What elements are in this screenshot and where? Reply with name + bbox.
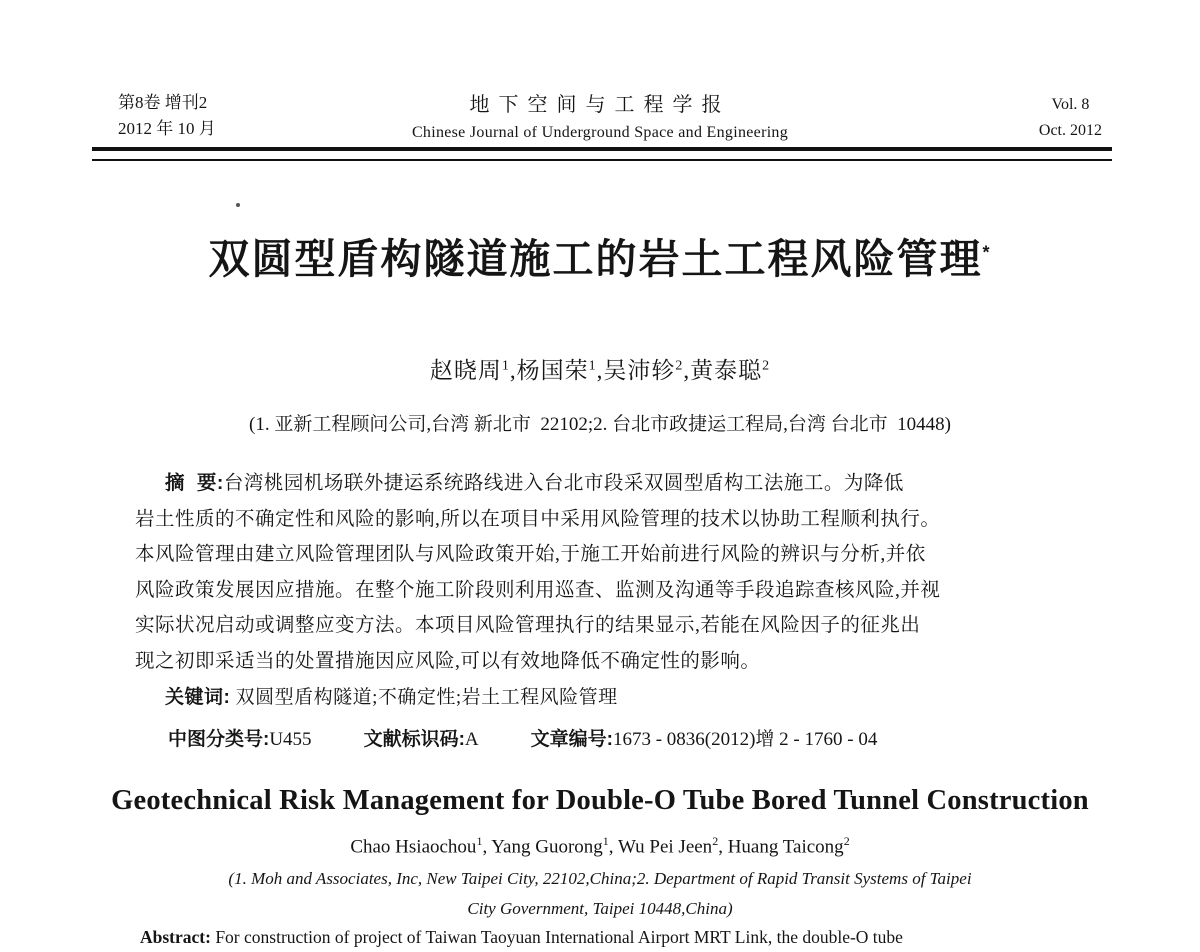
author-zh-affiliation-sup: 1: [588, 358, 597, 374]
author-zh: 赵晓周: [429, 358, 502, 383]
author-en: Huang Taicong: [727, 836, 844, 858]
author-separator: ,: [482, 836, 492, 858]
article-id-label: 文章编号:: [530, 729, 613, 750]
clc-group: [168, 724, 312, 751]
title-footnote-mark: *: [982, 242, 992, 263]
affiliation-en-line2: City Government, Taipei 10448,China): [467, 899, 733, 918]
abstract-en: [140, 927, 1088, 948]
keywords-text: 双圆型盾构隧道;不确定性;岩土工程风险管理: [230, 687, 618, 708]
author-en: Wu Pei Jeen: [617, 836, 713, 858]
doc-code-value: A: [464, 729, 479, 750]
header-journal-title: [0, 88, 1200, 142]
author-zh: 吴沛轸: [603, 358, 676, 383]
authors-zh: [0, 352, 1200, 385]
author-en: Yang Guorong: [491, 836, 603, 858]
author-en-affiliation-sup: 1: [476, 834, 483, 848]
article-id-value: 1673 - 0836(2012)增 2 - 1760 - 04: [612, 729, 878, 750]
author-zh-affiliation-sup: 2: [675, 358, 684, 374]
article-title-en: Geotechnical Risk Management for Double-O Tube Bored Tunnel Construction: [111, 785, 1089, 816]
journal-title-zh: 地下空间与工程学报: [469, 94, 731, 116]
author-separator: ,: [608, 836, 618, 858]
classification-row: [168, 724, 877, 751]
volume-label-en: Vol. 8: [1051, 96, 1090, 113]
keywords-zh: [165, 682, 618, 709]
clc-label: 中图分类号:: [168, 729, 270, 750]
author-en: Chao Hsiaochou: [350, 836, 477, 858]
author-zh-affiliation-sup: 2: [762, 358, 771, 374]
abstract-zh-line: 岩土性质的不确定性和风险的影响,所以在项目中采用风险管理的技术以协助工程顺利执行。: [135, 508, 941, 530]
author-en-affiliation-sup: 2: [712, 834, 719, 848]
scan-speck: [236, 203, 240, 207]
header-double-rule: [92, 147, 1112, 161]
author-zh: 杨国荣: [516, 358, 589, 383]
abstract-zh-line: 风险政策发展因应措施。在整个施工阶段则利用巡查、监测及沟通等手段追踪查核风险,并视: [135, 579, 941, 601]
authors-en: [0, 834, 1200, 858]
header-volume-date: [1039, 92, 1102, 144]
author-zh: 黄泰聪: [690, 358, 763, 383]
abstract-zh-line: [135, 466, 1071, 502]
author-separator: ,: [718, 836, 728, 858]
abstract-en-text: For construction of project of Taiwan Taoyuan International Airport MRT Link, the double-O tube: [210, 927, 903, 947]
keywords-label: 关键词:: [165, 687, 231, 708]
article-title-zh: [0, 226, 1200, 285]
clc-value: U455: [269, 729, 312, 750]
doc-code-group: [364, 724, 479, 751]
author-separator: ,: [596, 358, 604, 383]
abstract-zh-line: 现之初即采适当的处置措施因应风险,可以有效地降低不确定性的影响。: [135, 650, 761, 672]
author-separator: ,: [509, 358, 517, 383]
issue-date-zh: 2012 年 10 月: [118, 119, 216, 138]
doc-code-label: 文献标识码:: [363, 729, 465, 750]
journal-title-en: Chinese Journal of Underground Space and Engineering: [411, 124, 789, 141]
author-en-affiliation-sup: 2: [843, 834, 850, 848]
author-zh-affiliation-sup: 1: [501, 358, 510, 374]
abstract-zh-text: 台湾桃园机场联外捷运系统路线进入台北市段采双圆型盾构工法施工。为降低: [223, 473, 904, 494]
affiliation-en-line1: (1. Moh and Associates, Inc, New Taipei City, 22102,China;2. Department of Rapid Transit Systems of Taipei: [228, 869, 972, 888]
article-title-zh-text: 双圆型盾构隧道施工的岩土工程风险管理: [208, 236, 983, 282]
article-id-group: [531, 724, 878, 751]
date-label-en: Oct. 2012: [1038, 122, 1102, 139]
volume-issue-label: 第8卷 增刊2: [118, 93, 208, 112]
author-separator: ,: [683, 358, 691, 383]
abstract-zh: [135, 466, 1071, 679]
abstract-zh-label: 摘 要:: [165, 472, 224, 494]
abstract-zh-line: 本风险管理由建立风险管理团队与风险政策开始,于施工开始前进行风险的辨识与分析,并依: [135, 544, 926, 565]
abstract-zh-line: 实际状况启动或调整应变方法。本项目风险管理执行的结果显示,若能在风险因子的征兆出: [135, 615, 921, 636]
author-en-affiliation-sup: 1: [602, 834, 609, 848]
affiliation-zh: (1. 亚新工程顾问公司,台湾 新北市 22102;2. 台北市政捷运工程局,台湾 台北市 10448): [249, 414, 951, 435]
abstract-en-label: Abstract:: [140, 927, 211, 947]
